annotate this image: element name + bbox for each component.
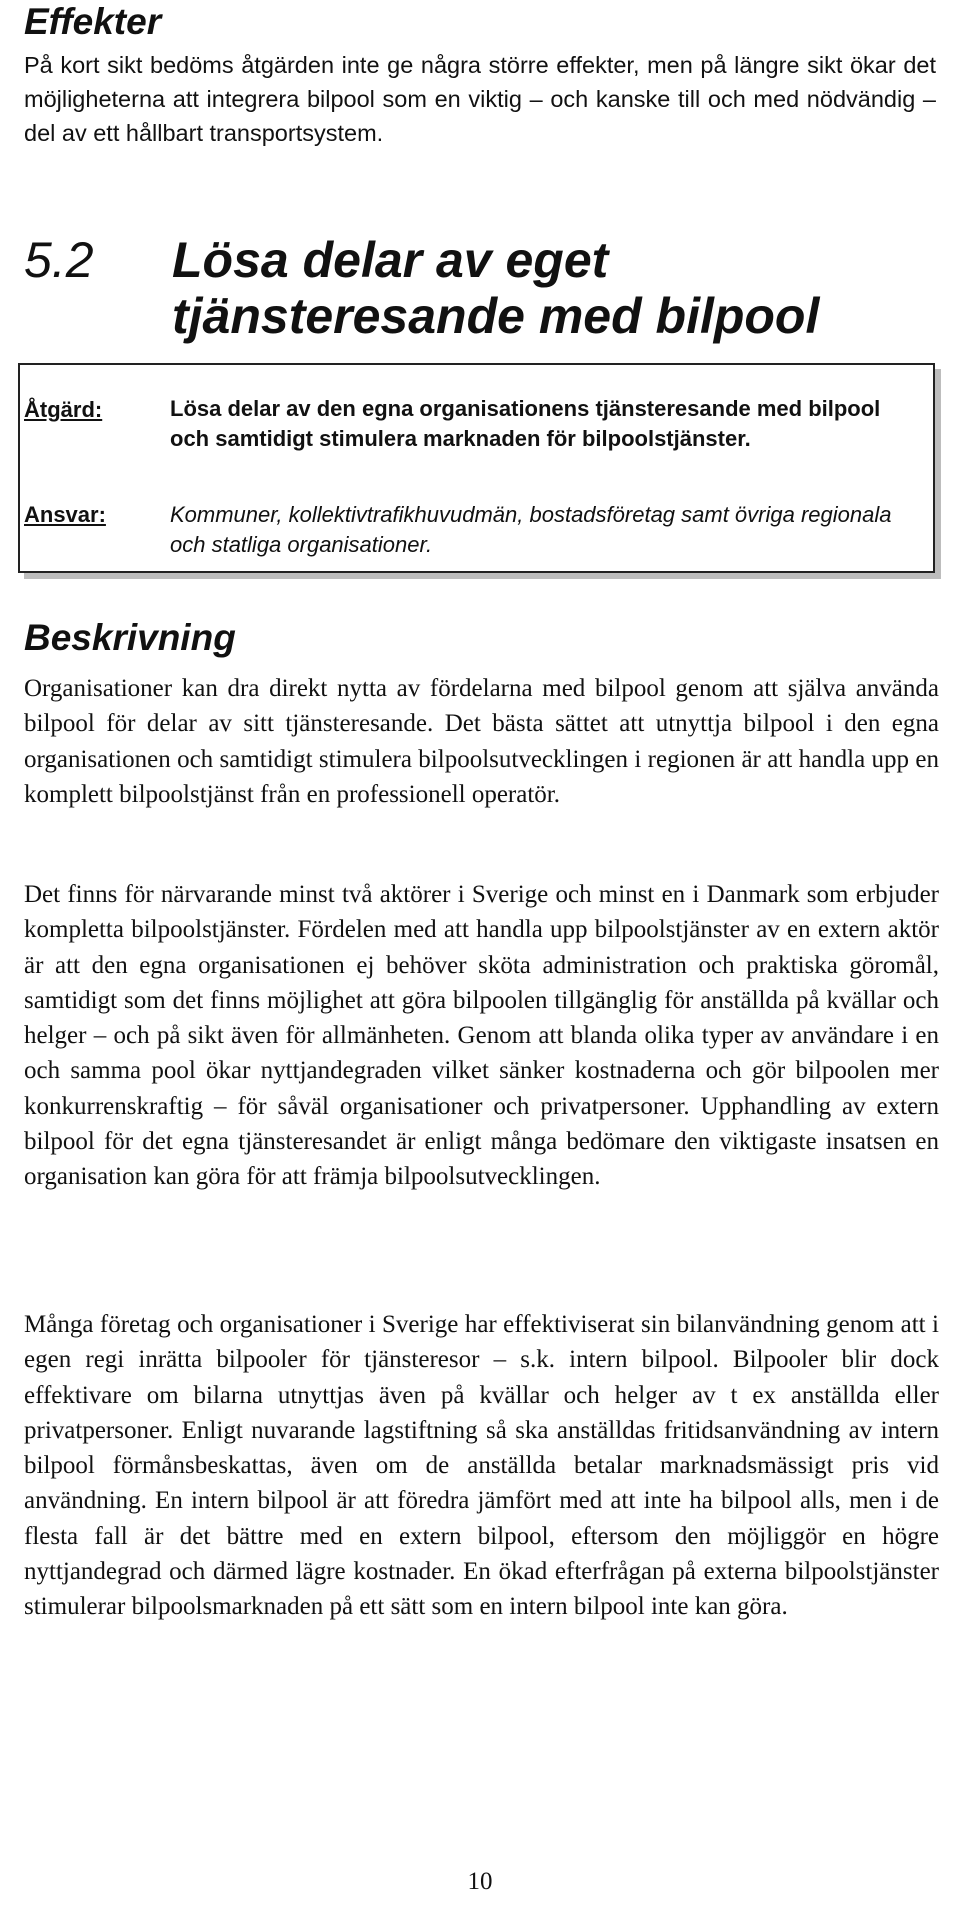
effects-paragraph: På kort sikt bedöms åtgärden inte ge några större effekter, men på längre sikt ökar det möjligheterna att integrera bilpool som en viktig – och kanske till och med nödvändig – del av ett hållbart transportsystem. [24,52,936,146]
description-paragraph-3: Många företag och organisationer i Sverige har effektiviserat sin bilanvändning genom att i egen regi inrätta bilpooler för tjänsteresor – s.k. intern bilpool. Bilpooler blir dock effektivare om bilarna utnyttjas även på kvällar och helger av t ex anställda eller privatpersoner. Enligt nuvarande lagstiftning så ska anställdas fritidsanvändning av intern bilpool förmånsbeskattas, även om de anställda betalar marknadsmässigt pris vid användning. En intern bilpool är att föredra jämfört med att inte ha bilpool alls, men i de flesta fall är det bättre med en extern bilpool, eftersom den möjliggör en högre nyttjandegrad och därmed lägre kostnader. En ökad efterfrågan på externa bilpoolstjänster stimulerar bilpoolsmarknaden på ett sätt som en intern bilpool inte kan göra. [24,1311,939,1621]
section-number: 5.2 [24,232,94,288]
page-number: 10 [467,1868,493,1895]
action-label: Åtgärd: [24,397,103,422]
section-title: Lösa delar av eget tjänsteresande med bilpool [172,232,820,344]
responsible-label: Ansvar: [24,502,106,527]
action-box [18,363,935,573]
description-heading: Beskrivning [24,617,236,658]
action-text: Lösa delar av den egna organisationens tjänsteresande med bilpool och samtidigt stimulera marknaden för bilpoolstjänster. [170,396,881,451]
responsible-text: Kommuner, kollektivtrafikhuvudmän, bostadsföretag samt övriga regionala och statliga organisationer. [170,502,892,557]
effects-heading: Effekter [24,1,162,42]
description-paragraph-2: Det finns för närvarande minst två aktörer i Sverige och minst en i Danmark som erbjuder kompletta bilpoolstjänster. Fördelen med att handla upp bilpoolstjänster av en extern aktör är att den egna organisationen ej behöver sköta administration och praktiska göromål, samtidigt som det finns möjlighet att göra bilpoolen tillgänglig för anställda på kvällar och helger – och på sikt även för allmänheten. Genom att blanda olika typer av användare i en och samma pool ökar nyttjandegraden vilket sänker kostnaderna och gör bilpoolen mer konkurrenskraftig – för såväl organisationer och privatpersoner. Upphandling av extern bilpool för det egna tjänsteresandet är enligt många bedömare den viktigaste insatsen en organisation kan göra för att främja bilpoolsutvecklingen. [24,881,939,1191]
description-paragraph-1: Organisationer kan dra direkt nytta av fördelarna med bilpool genom att själva använda bilpool för delar av sitt tjänsteresande. Det bästa sättet att utnyttja bilpool i den egna organisationen och samtidigt stimulera bilpoolsutvecklingen i regionen är att handla upp en komplett bilpoolstjänst från en professionell operatör. [24,675,939,808]
